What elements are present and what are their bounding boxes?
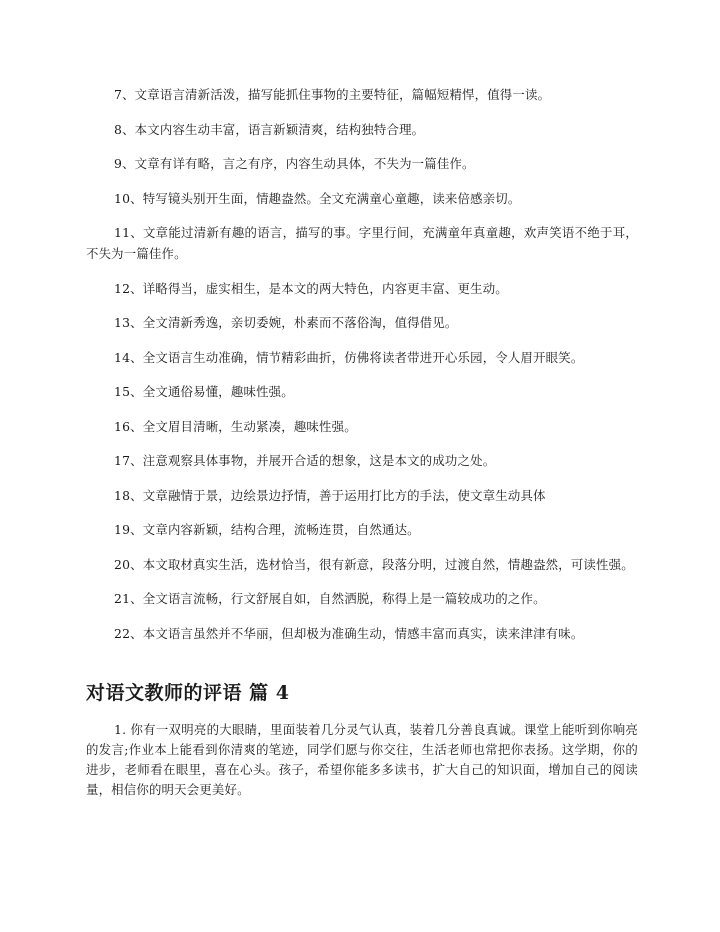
comment-item-13: 13、全文清新秀逸，亲切委婉，朴素而不落俗淘，值得借见。 — [114, 315, 458, 330]
comment-item-10: 10、特写镜头别开生面，情趣盎然。全文充满童心童趣，读来倍感亲切。 — [114, 190, 521, 206]
comment-item-7: 7、文章语言清新活泼，描写能抓住事物的主要特征，篇幅短精悍，值得一读。 — [114, 87, 551, 102]
comment-item-16: 16、全文眉目清晰，生动紧凑，趣味性强。 — [114, 418, 357, 434]
comment-item-15: 15、全文通俗易懂，趣味性强。 — [114, 384, 294, 399]
comment-item-12: 12、详略得当，虚实相生，是本文的两大特色，内容更丰富、更生动。 — [114, 280, 508, 296]
comment-item-17: 17、注意观察具体事物，并展开合适的想象，这是本文的成功之处。 — [114, 453, 496, 468]
section-heading: 对语文教师的评语 篇 4 — [86, 682, 290, 704]
comment-item-22: 22、本文语言虽然并不华丽，但却极为准确生动，情感丰富而真实，读来津津有味。 — [114, 625, 584, 641]
comment-item-8: 8、本文内容生动丰富，语言新颖清爽，结构独特合理。 — [114, 121, 425, 137]
section-paragraph: 1. 你有一双明亮的大眼睛，里面装着几分灵气认真，装着几分善良真诚。课堂上能听到你响亮的发言;作业本上能看到你清爽的笔迹，同学们愿与你交往，生活老师也常把你表扬。这学期，你的进步，老师看在眼里，喜在心头。孩子，希望你能多多读书，扩大自己的知识面，增加自己的阅读量，相信你的明天会更美好。 — [86, 722, 638, 797]
section-body — [86, 720, 638, 800]
comment-item-18: 18、文章融情于景，边绘景边抒情，善于运用打比方的手法，使文章生动具体 — [114, 487, 546, 503]
comment-item-19: 19、文章内容新颖，结构合理，流畅连贯，自然通达。 — [114, 522, 420, 537]
comment-item-21: 21、全文语言流畅，行文舒展自如，自然洒脱，称得上是一篇较成功的之作。 — [114, 591, 546, 606]
comment-list — [86, 84, 638, 657]
comment-item-20: 20、本文取材真实生活，选材恰当，很有新意，段落分明，过渡自然，情趣盎然，可读性强。 — [114, 556, 634, 572]
comment-item-14: 14、全文语言生动准确，情节精彩曲折，仿佛将读者带进开心乐园，令人眉开眼笑。 — [114, 349, 584, 365]
comment-item-9: 9、文章有详有略，言之有序，内容生动具体，不失为一篇佳作。 — [114, 156, 475, 171]
comment-item-11: 11、文章能过清新有趣的语言，描写的事。字里行间，充满童年真童趣，欢声笑语不绝于耳，不失为一篇佳作。 — [86, 225, 638, 261]
